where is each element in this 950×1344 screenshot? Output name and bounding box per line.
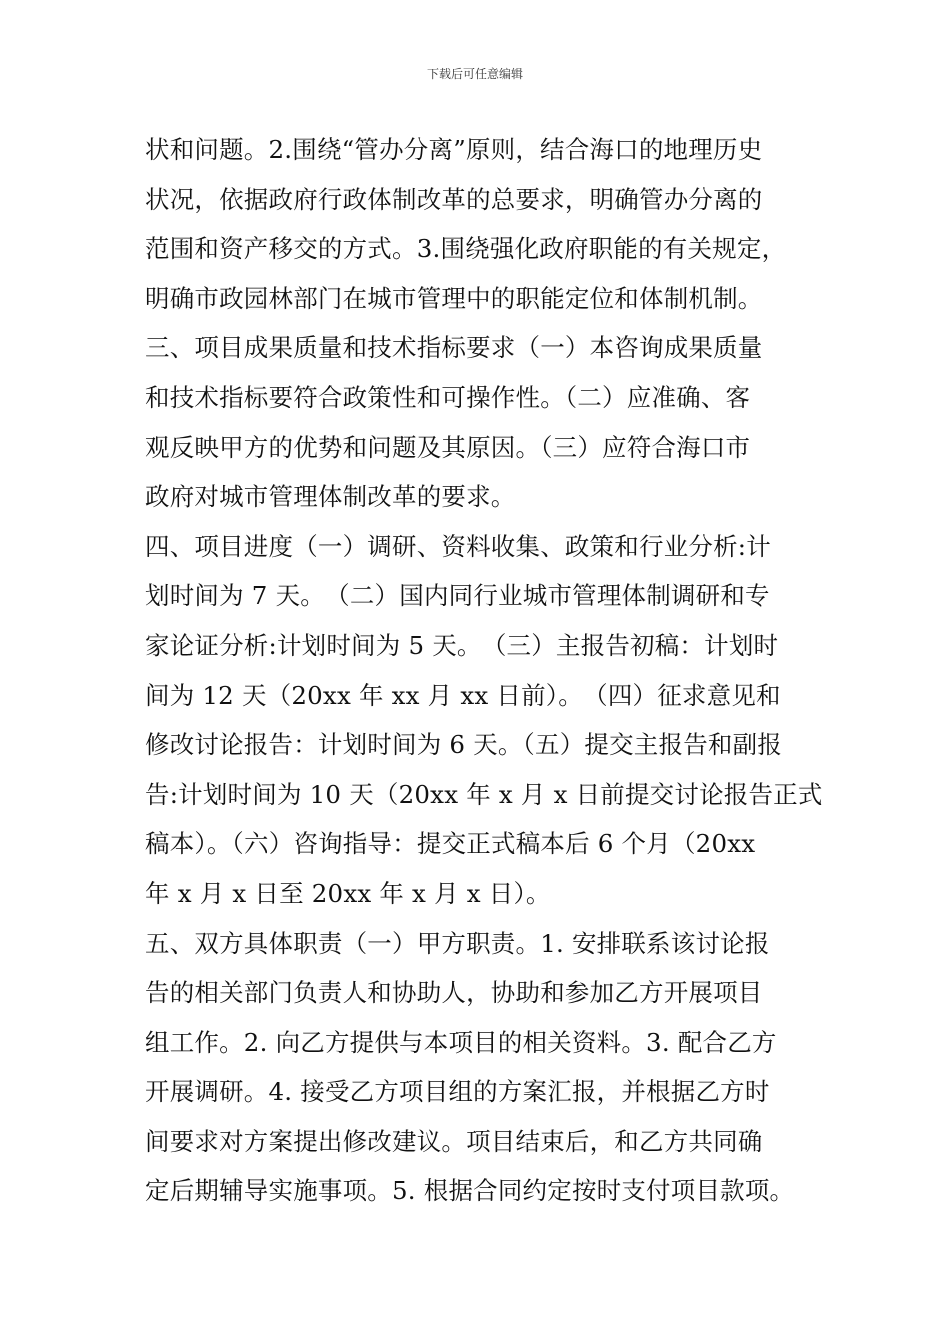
text-line: 间为 12 天（20xx 年 xx 月 xx 日前）。 （四）征求意见和 <box>145 680 781 710</box>
document-body <box>145 125 823 1216</box>
text-line: 三、项目成果质量和技术指标要求（一）本咨询成果质量 <box>145 333 763 363</box>
text-line: 划时间为 7 天。 （二）国内同行业城市管理体制调研和专 <box>145 581 770 611</box>
text-line: 状况，依据政府行政体制改革的总要求，明确管办分离的 <box>145 184 763 214</box>
text-line: 范围和资产移交的方式。3.围绕强化政府职能的有关规定， <box>145 234 787 264</box>
text-line: 稿本）。（六）咨询指导：提交正式稿本后 6 个月（20xx <box>145 829 756 859</box>
text-line: 五、双方具体职责（一）甲方职责。1. 安排联系该讨论报 <box>145 928 770 958</box>
text-line: 修改讨论报告：计划时间为 6 天。（五）提交主报告和副报 <box>145 730 783 760</box>
text-line: 告的相关部门负责人和协助人，协助和参加乙方开展项目 <box>145 978 763 1008</box>
text-line: 四、项目进度（一）调研、资料收集、政策和行业分析:计 <box>145 531 771 561</box>
text-line: 告:计划时间为 10 天（20xx 年 x 月 x 日前提交讨论报告正式 <box>145 779 823 809</box>
text-line: 政府对城市管理体制改革的要求。 <box>145 482 516 512</box>
text-line: 间要求对方案提出修改建议。项目结束后，和乙方共同确 <box>145 1126 763 1156</box>
text-line: 观反映甲方的优势和问题及其原因。（三）应符合海口市 <box>145 432 751 462</box>
page-header: 下载后可任意编辑 <box>426 67 523 81</box>
text-line: 年 x 月 x 日至 20xx 年 x 月 x 日）。 <box>145 878 551 908</box>
text-line: 明确市政园林部门在城市管理中的职能定位和体制机制。 <box>145 283 763 313</box>
text-line: 和技术指标要符合政策性和可操作性。（二）应准确、客 <box>145 382 751 412</box>
text-line: 状和问题。2.围绕“管办分离”原则，结合海口的地理历史 <box>145 135 763 164</box>
text-line: 家论证分析:计划时间为 5 天。 （三）主报告初稿：计划时 <box>145 630 779 660</box>
text-line: 定后期辅导实施事项。5. 根据合同约定按时支付项目款项。 <box>145 1176 795 1206</box>
text-line: 开展调研。4. 接受乙方项目组的方案汇报，并根据乙方时 <box>145 1077 770 1107</box>
text-line: 组工作。2. 向乙方提供与本项目的相关资料。3. 配合乙方 <box>145 1027 777 1057</box>
